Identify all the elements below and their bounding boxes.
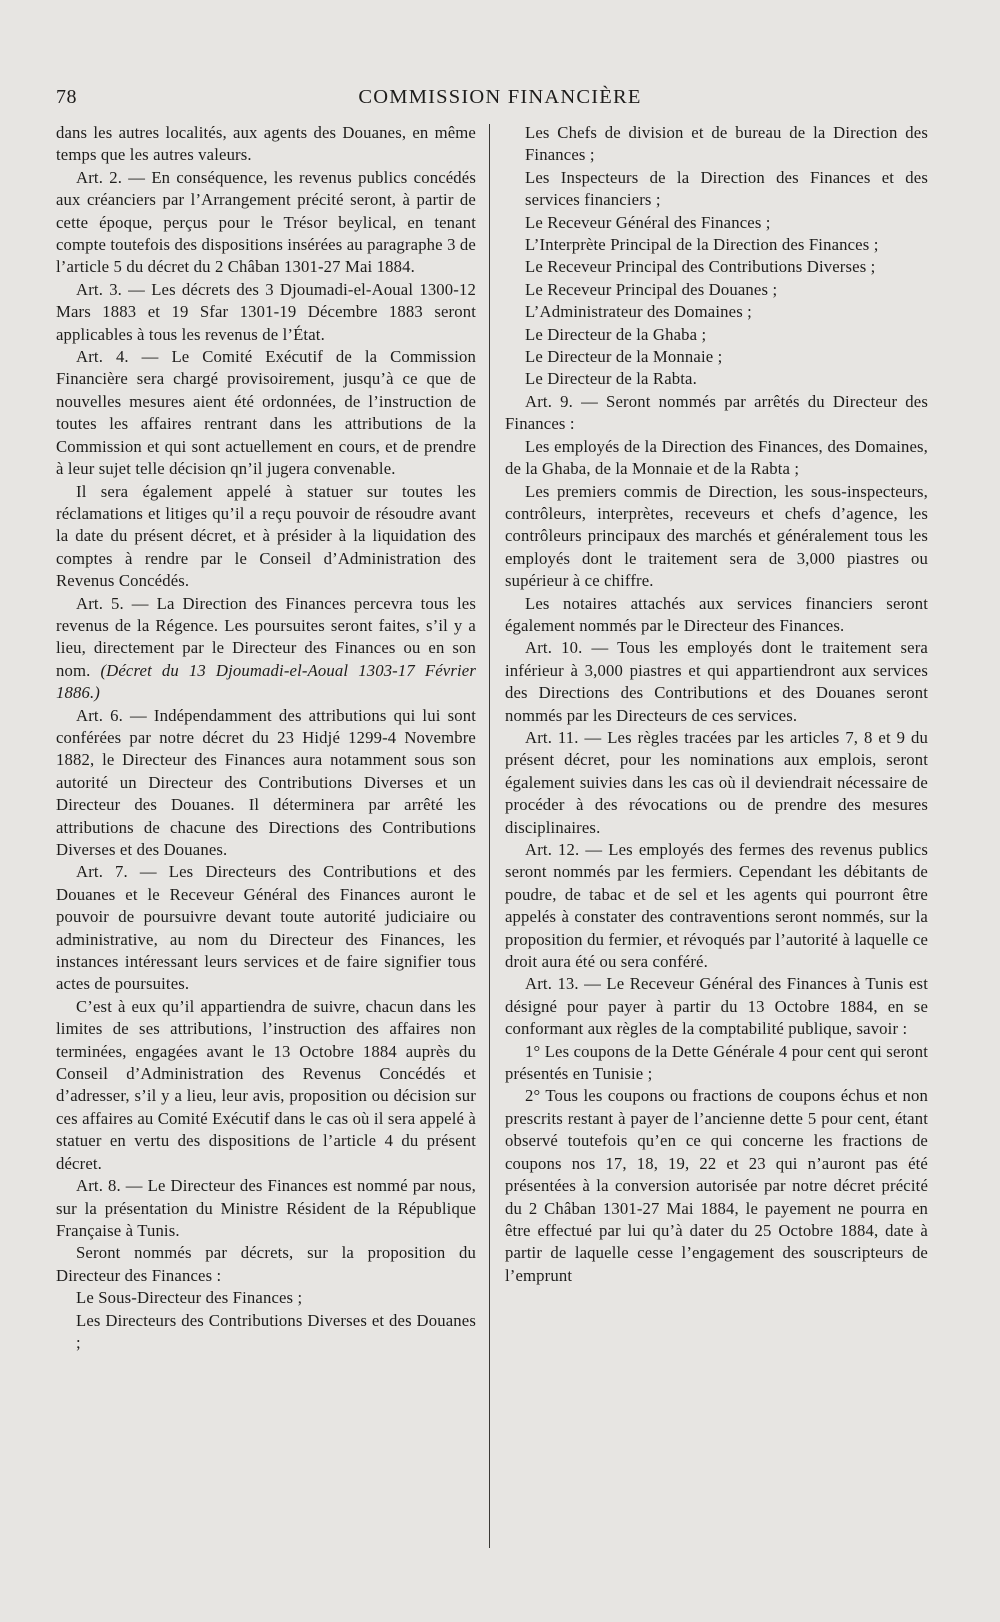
left-column: [56, 122, 476, 1354]
paragraph: Les employés de la Direction des Finances, des Domaines, de la Ghaba, de la Monnaie et de la Rabta ;: [505, 436, 928, 479]
column-divider: [489, 124, 490, 1548]
paragraph: Il sera également appelé à statuer sur toutes les réclamations et litiges qu’il a reçu pouvoir de résoudre avant la date du présent décret, et à présider à la liquidation des comptes à rendre par le Conseil d’Administration des Revenus Concédés.: [56, 481, 476, 591]
paragraph: Les premiers commis de Direction, les sous-inspecteurs, contrôleurs, interprètes, receveurs et chefs d’agence, les contrôleurs principaux des marchés et généralement tous les employés dont le traitement sera de 3,000 piastres ou supérieur à ce chiffre.: [505, 481, 928, 591]
paragraph: Seront nommés par décrets, sur la proposition du Directeur des Finances :: [56, 1243, 476, 1285]
list-item: Les Chefs de division et de bureau de la Direction des Finances ;: [525, 123, 928, 165]
paragraph: Art. 11. — Les règles tracées par les articles 7, 8 et 9 du présent décret, pour les nominations aux emplois, seront également suivies dans les cas où il deviendrait nécessaire de procéder à des révocations ou de prendre des mesures disciplinaires.: [505, 727, 928, 837]
list-item: Le Directeur de la Rabta.: [525, 369, 697, 389]
list-item: Le Receveur Général des Finances ;: [525, 212, 771, 232]
paragraph: Art. 9. — Seront nommés par arrêtés du Directeur des Finances :: [505, 391, 928, 434]
paragraph: 2° Tous les coupons ou fractions de coupons échus et non prescrits restant à payer de l’ancienne dette 5 pour cent, étant observé toutefois qu’en ce qui concerne les fractions de coupons nos 17, 18, 19, 22 et 23 qui n’auront pas été présentées à la conversion autorisée par notre décret précité du 2 Châban 1301-27 Mai 1884, le payement ne pourra en être effectué par lui qu’à dater du 25 Octobre 1884, date à partir de laquelle cesse l’engagement des souscripteurs de l’emprunt: [505, 1086, 928, 1285]
list-item: Le Directeur de la Monnaie ;: [525, 347, 723, 367]
paragraph-text: Art. 5. — La Direction des Finances percevra tous les revenus de la Régence. Les poursuites seront faites, s’il y a lieu, directement par le Directeur des Finances ou en son nom.: [56, 593, 476, 680]
page-number: 78: [56, 86, 77, 108]
list-item: Les Inspecteurs de la Direction des Finances et des services financiers ;: [525, 167, 928, 210]
paragraph: Art. 7. — Les Directeurs des Contributions et des Douanes et le Receveur Général des Finances auront le pouvoir de poursuivre devant toute autorité judiciaire ou administrative, au nom du Directeur des Finances, les instances intéressant leurs services et de faire signifier tous actes de poursuites.: [56, 862, 476, 994]
paragraph: Art. 10. — Tous les employés dont le traitement sera inférieur à 3,000 piastres et qui appartiendront aux services des Directions des Contributions et des Douanes seront nommés par les Directeurs de ces services.: [505, 638, 928, 725]
list-item: Le Receveur Principal des Contributions Diverses ;: [525, 257, 876, 277]
list-item: L’Administrateur des Domaines ;: [525, 302, 752, 322]
list-item: Le Receveur Principal des Douanes ;: [525, 279, 778, 299]
paragraph: C’est à eux qu’il appartiendra de suivre, chacun dans les limites de ses attributions, l’instruction des affaires non terminées, engagées avant le 13 Octobre 1884 auprès du Conseil d’Administration des Revenus Concédés et d’adresser, s’il y a lieu, leur avis, proposition ou décision sur ces affaires au Comité Exécutif dans le cas où il sera appelé à statuer en vertu des dispositions de l’article 4 du présent décret.: [56, 996, 476, 1173]
list-item: Les Directeurs des Contributions Diverses et des Douanes ;: [76, 1310, 476, 1352]
paragraph: Art. 4. — Le Comité Exécutif de la Commission Financière sera chargé provisoirement, jusqu’à ce que de nouvelles mesures aient été ordonnées, de l’instruction de toutes les affaires rentrant dans les attributions de la Commission et qui sont actuellement en cours, et de prendre à leur sujet telle décision qn’il jugera convenable.: [56, 347, 476, 479]
paragraph: 1° Les coupons de la Dette Générale 4 pour cent qui seront présentés en Tunisie ;: [505, 1041, 928, 1084]
paragraph: Art. 6. — Indépendamment des attributions qui lui sont conférées par notre décret du 23 Hidjé 1299-4 Novembre 1882, le Directeur des Finances aura notamment sous son autorité un Directeur des Contributions Diverses et un Directeur des Douanes. Il déterminera par arrêté les attributions de chacune des Directions des Contributions Diverses et des Douanes.: [56, 705, 476, 859]
paragraph: Art. 8. — Le Directeur des Finances est nommé par nous, sur la présentation du Ministre Résident de la République Française à Tunis.: [56, 1176, 476, 1240]
paragraph: [56, 593, 476, 705]
paragraph: Art. 12. — Les employés des fermes des revenus publics seront nommés par les fermiers. Cependant les débitants de poudre, de tabac et de sel et les agents qui pourront être appelés à constater des contraventions seront nommés, sur la proposition du fermier, et révoqués par l’autorité à laquelle ce droit aura été ou sera conféré.: [505, 840, 928, 972]
paragraph: Art. 13. — Le Receveur Général des Finances à Tunis est désigné pour payer à partir du 13 Octobre 1884, en se conformant aux règles de la comptabilité publique, savoir :: [505, 974, 928, 1039]
paragraph: dans les autres localités, aux agents des Douanes, en même temps que les autres valeurs.: [56, 123, 476, 165]
running-title: COMMISSION FINANCIÈRE: [358, 86, 642, 108]
right-column: [505, 122, 928, 1287]
list-item: Le Directeur de la Ghaba ;: [525, 324, 707, 344]
list-item: L’Interprète Principal de la Direction des Finances ;: [525, 235, 879, 255]
paragraph: Art. 2. — En conséquence, les revenus publics concédés aux créanciers par l’Arrangement précité seront, à partir de cette époque, perçus pour le Trésor beylical, en tenant compte toutefois des dispositions insérées au paragraphe 3 de l’article 5 du décret du 2 Châban 1301-27 Mai 1884.: [56, 167, 476, 277]
paragraph: Art. 3. — Les décrets des 3 Djoumadi-el-Aoual 1300-12 Mars 1883 et 19 Sfar 1301-19 Décembre 1883 seront applicables à tous les revenus de l’État.: [56, 279, 476, 344]
list-item: Le Sous-Directeur des Finances ;: [76, 1288, 303, 1308]
decree-citation: (Décret du 13 Djoumadi-el-Aoual 1303-17 Février 1886.): [56, 660, 476, 703]
paragraph: Les notaires attachés aux services financiers seront également nommés par le Directeur des Finances.: [505, 593, 928, 635]
